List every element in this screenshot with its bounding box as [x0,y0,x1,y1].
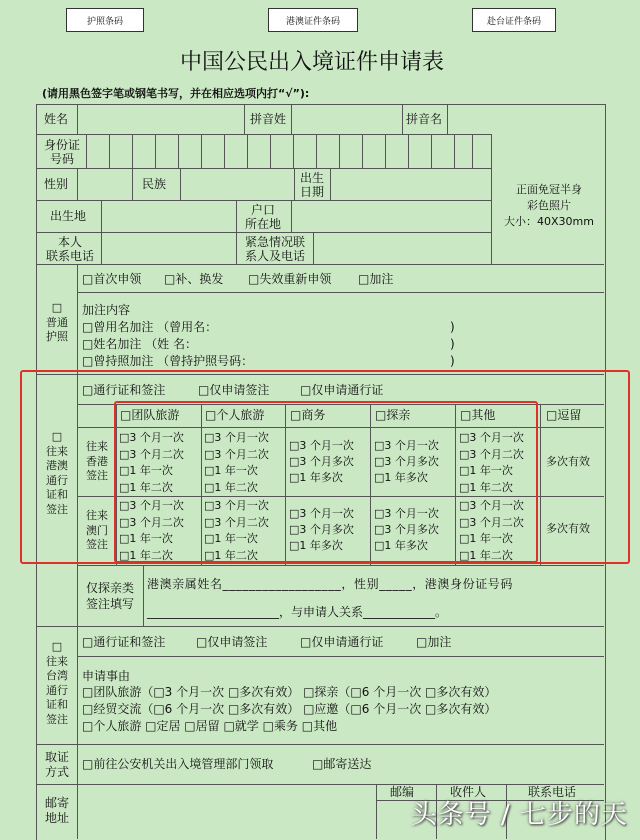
form-title: 中国公民出入境证件申请表 [180,50,445,75]
ethnicity-label: 民族 [142,177,167,191]
mo-stay-value: 多次有效 [546,522,590,535]
cat-family[interactable]: □探亲 [375,408,411,422]
hk-group-tour-options[interactable]: □3 个月一次 □3 个月二次 □1 年一次 □1 年二次 [119,431,184,494]
passport-endorse[interactable]: □加注 [358,272,394,286]
hkmo-section-label: □ 往来 港澳 通行 证和 签注 [46,430,68,516]
recipient-label: 收件人 [450,785,487,799]
watermark: 头条号 / 七步的天 [410,800,628,830]
endorse-name[interactable]: □姓名加注 （姓 名： [82,337,197,351]
taiwan-barcode-box: 赴台证件条码 [472,8,556,32]
endorse-former-passport[interactable]: □曾持照加注 （曾持护照号码： [82,354,254,368]
hk-business-options[interactable]: □3 个月一次 □3 个月多次 □1 年多次 [289,439,354,484]
taiwan-option-both[interactable]: □通行证和签注 [82,635,166,649]
id-label: 身份证 号码 [43,138,80,166]
postcode-label: 邮编 [390,785,415,799]
contact-phone-label: 联系电话 [528,785,577,799]
gender-label: 性别 [44,177,69,191]
collection-mail[interactable]: □邮寄送达 [312,757,372,771]
taiwan-option-endorse[interactable]: □加注 [416,635,452,649]
hk-individual-tour-options[interactable]: □3 个月一次 □3 个月二次 □1 年一次 □1 年二次 [204,431,269,494]
mo-group-tour-options[interactable]: □3 个月一次 □3 个月二次 □1 年一次 □1 年二次 [119,499,184,562]
mailing-label: 邮寄 地址 [44,796,69,825]
birthplace-label: 出生地 [50,209,87,223]
cat-business[interactable]: □商务 [290,408,326,422]
close-paren-1: ) [450,320,455,334]
pinyin-given-label: 拼音名 [406,112,443,126]
mo-individual-tour-options[interactable]: □3 个月一次 □3 个月二次 □1 年一次 □1 年二次 [204,499,269,562]
hk-other-options[interactable]: □3 个月一次 □3 个月二次 □1 年一次 □1 年二次 [459,431,524,494]
taiwan-option-permit-only[interactable]: □仅申请通行证 [300,635,384,649]
cat-other[interactable]: □其他 [460,408,496,422]
phone-label: 本人 联系电话 [45,235,94,263]
row-mo-label: 往来 澳门 签注 [86,509,108,551]
mo-other-options[interactable]: □3 个月一次 □3 个月二次 □1 年一次 □1 年二次 [459,499,524,562]
mo-family-options[interactable]: □3 个月一次 □3 个月多次 □1 年多次 [374,507,439,552]
passport-invalid-reapply[interactable]: □失效重新申领 [248,272,332,286]
passport-barcode-box: 护照条码 [66,8,144,32]
endorse-former-name[interactable]: □曾用名加注 （曾用名： [82,320,218,334]
close-paren-2: ) [450,337,455,351]
pinyin-surname-label: 拼音姓 [250,112,287,126]
hkmo-option-both[interactable]: □通行证和签注 [82,383,166,397]
relatives-line-2[interactable]: ______________________，与申请人关系____________。 [147,605,448,619]
relatives-label: 仅探亲类 签注填写 [85,581,134,611]
taiwan-reason-line-1[interactable]: □团队旅游（□3 个月一次 □多次有效） □探亲（□6 个月一次 □多次有效） [82,685,497,699]
hkmo-option-endorse-only[interactable]: □仅申请签注 [198,383,270,397]
passport-first-apply[interactable]: □首次申领 [82,272,142,286]
emergency-label: 紧急情况联 系人及电话 [244,235,305,263]
name-label: 姓名 [44,112,69,126]
cat-group-tour[interactable]: □团队旅游 [120,408,180,422]
taiwan-reason-title: 申请事由 [82,669,131,683]
hukou-label: 户口 所在地 [244,203,281,231]
relatives-line-1[interactable]: 港澳亲属姓名__________________，性别_____，港澳身份证号码 [147,577,514,591]
taiwan-option-endorse-only[interactable]: □仅申请签注 [196,635,268,649]
close-paren-3: ) [450,354,455,368]
hk-family-options[interactable]: □3 个月一次 □3 个月多次 □1 年多次 [374,439,439,484]
cat-stay[interactable]: □逗留 [546,408,582,422]
taiwan-reason-line-2[interactable]: □经贸交流（□6 个月一次 □多次有效） □应邀（□6 个月一次 □多次有效） [82,702,497,716]
collection-label: 取证 方式 [44,750,69,779]
passport-reissue[interactable]: □补、换发 [164,272,224,286]
dob-label: 出生 日期 [299,171,324,199]
hkmo-option-permit-only[interactable]: □仅申请通行证 [300,383,384,397]
hkmo-barcode-box: 港澳证件条码 [268,8,358,32]
endorse-title: 加注内容 [82,303,131,317]
passport-section-label: □ 普通 护照 [46,301,68,343]
instruction-text: (请用黑色签字笔或钢笔书写，并在相应选项内打“√”): [42,87,310,100]
cat-individual-tour[interactable]: □个人旅游 [205,408,265,422]
photo-area: 正面免冠半身 彩色照片 大小：40X30mm [504,183,594,228]
collection-in-person[interactable]: □前往公安机关出入境管理部门领取 [82,757,274,771]
row-hk-label: 往来 香港 签注 [86,440,108,482]
taiwan-section-label: □ 往来 台湾 通行 证和 签注 [46,640,68,726]
taiwan-reason-line-3[interactable]: □个人旅游 □定居 □居留 □就学 □乘务 □其他 [82,719,338,733]
hk-stay-value: 多次有效 [546,455,590,468]
mo-business-options[interactable]: □3 个月一次 □3 个月多次 □1 年多次 [289,507,354,552]
